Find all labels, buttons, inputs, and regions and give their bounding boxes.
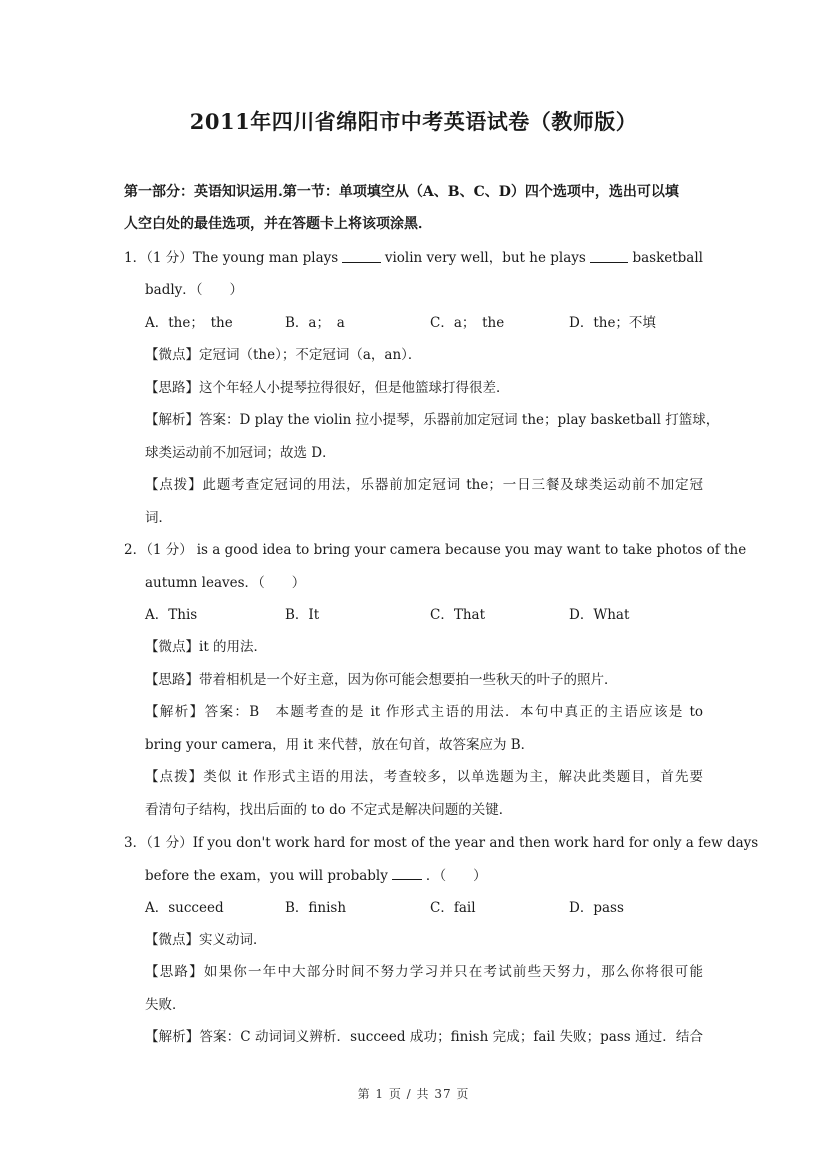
question-3-stem-line-2: [145, 865, 487, 886]
question-1-stem-part-c: basketball: [632, 250, 703, 266]
question-2-jiexi-line-1: 【解析】答案：B 本题考查的是 it 作形式主语的用法．本句中真正的主语应该是 to: [145, 704, 703, 720]
question-1-option-d: D．the；不填: [569, 315, 656, 331]
question-1-stem-part-b: violin very well，but he plays: [384, 250, 586, 266]
answer-blank: [590, 248, 629, 263]
question-3-silu-line-1: 【思路】如果你一年中大部分时间不努力学习并只在考试前些天努力，那么你将很可能: [145, 964, 703, 980]
question-1-option-a: A．the； the: [145, 315, 233, 331]
question-2-stem-part-b: is a good idea to bring your camera because you may want to take photos of the: [196, 542, 747, 558]
question-2-option-a: A．This: [145, 607, 198, 623]
page-number-footer: 第 1 页 / 共 37 页: [357, 1087, 470, 1101]
section-header: [124, 176, 704, 240]
question-1-jiexi-line-2: 球类运动前不加冠词；故选 D．: [145, 445, 336, 461]
question-2-option-b: B．It: [285, 607, 320, 623]
section-header-line-1: 第一部分：英语知识运用.第一节：单项填空从（A、B、C、D）四个选项中，选出可以填: [124, 184, 679, 200]
page-title: 2011年四川省绵阳市中考英语试卷（教师版）: [189, 109, 638, 134]
question-3-weidian: 【微点】实义动词．: [145, 932, 267, 948]
question-2-jiexi-line-2: bring your camera，用 it 来代替，放在句首，故答案应为 B．: [145, 737, 535, 753]
question-3-option-d: D．pass: [569, 900, 624, 916]
question-1-weidian: 【微点】定冠词（the）；不定冠词（a，an）．: [145, 347, 422, 363]
answer-blank: [342, 248, 381, 263]
question-3-option-a: A．succeed: [145, 900, 224, 916]
question-2-option-d: D．What: [569, 607, 630, 623]
question-1-silu: 【思路】这个年轻人小提琴拉得很好，但是他篮球打得很差．: [145, 380, 510, 396]
question-1-stem-line-2: badly．（ ）: [145, 282, 244, 298]
question-2-dianbo-line-1: 【点拨】类似 it 作形式主语的用法，考查较多，以单选题为主，解决此类题目，首先要: [145, 769, 703, 785]
question-2-stem-part-a: 2．（1 分）: [124, 542, 193, 558]
question-3-option-c: C．fail: [430, 900, 476, 916]
question-1-option-b: B．a； a: [285, 315, 345, 331]
question-1-dianbo-line-2: 词．: [145, 510, 172, 526]
question-3-option-b: B．finish: [285, 900, 347, 916]
question-3-jiexi-line-1: 【解析】答案：C 动词词义辨析．succeed 成功；finish 完成；fail 失败；pass 通过．结合: [145, 1029, 703, 1045]
question-3-stem-part-a: before the exam，you will probably: [145, 868, 388, 884]
question-2-weidian: 【微点】it 的用法．: [145, 639, 268, 655]
question-3-stem-part-b: ．（ ）: [425, 868, 487, 884]
question-2-dianbo-line-2: 看清句子结构，找出后面的 to do 不定式是解决问题的关键．: [145, 802, 513, 818]
question-2-stem-line-1: [124, 540, 747, 560]
question-2-option-c: C．That: [430, 607, 486, 623]
question-1-stem-line-1: [124, 248, 703, 268]
question-3-stem-line-1: 3．（1 分）If you don't work hard for most of the year and then work hard for only a few days: [124, 835, 759, 851]
question-1-jiexi-line-1: 【解析】答案：D play the violin 拉小提琴，乐器前加定冠词 the；play basketball 打篮球，: [145, 412, 720, 428]
section-header-line-2: 人空白处的最佳选项，并在答题卡上将该项涂黑．: [124, 216, 432, 232]
answer-blank: [392, 865, 422, 880]
question-1-stem-part-a: 1．（1 分）The young man plays: [124, 250, 339, 266]
question-1-option-c: C．a； the: [430, 315, 505, 331]
question-1-dianbo-line-1: 【点拨】此题考查定冠词的用法，乐器前加定冠词 the；一日三餐及球类运动前不加定冠: [145, 477, 703, 493]
question-2-stem-line-2: autumn leaves．（ ）: [145, 575, 306, 591]
question-3-silu-line-2: 失败．: [145, 997, 186, 1013]
question-2-silu: 【思路】带着相机是一个好主意，因为你可能会想要拍一些秋天的叶子的照片．: [145, 672, 618, 688]
